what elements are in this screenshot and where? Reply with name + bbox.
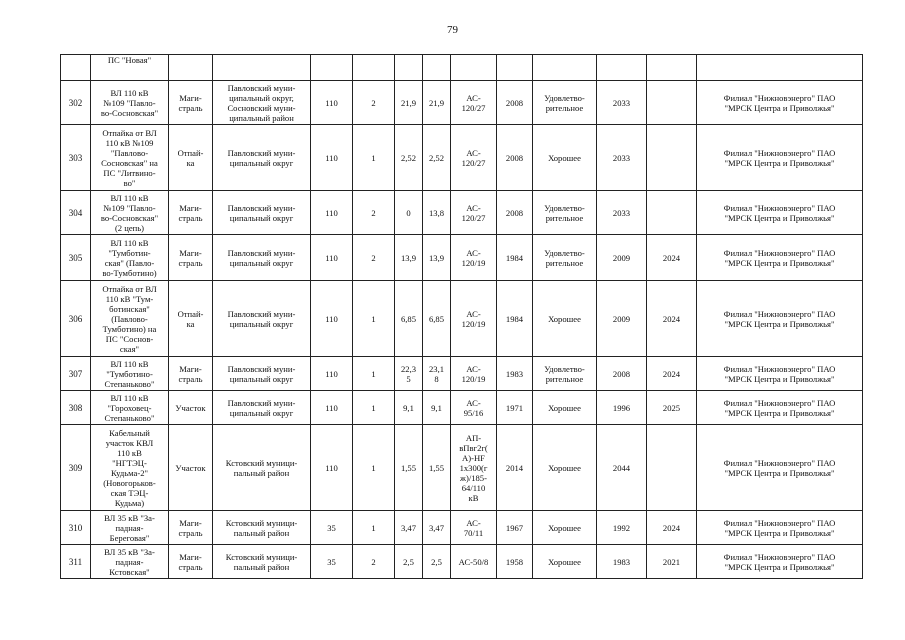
owner: Филиал "Нижновэнерго" ПАО "МРСК Центра и Приволжья" — [697, 391, 863, 425]
year-1: 2009 — [597, 235, 647, 281]
year-1: 2044 — [597, 425, 647, 511]
year-2 — [647, 125, 697, 191]
year-2: 2024 — [647, 235, 697, 281]
year-built — [497, 55, 533, 81]
section-type — [169, 55, 213, 81]
condition: Хорошее — [533, 545, 597, 579]
owner: Филиал "Нижновэнерго" ПАО "МРСК Центра и Приволжья" — [697, 281, 863, 357]
length-2 — [423, 55, 451, 81]
year-1: 2033 — [597, 81, 647, 125]
section-type: Участок — [169, 391, 213, 425]
length-2: 13,8 — [423, 191, 451, 235]
voltage — [311, 55, 353, 81]
section-type: Отпай- ка — [169, 281, 213, 357]
owner: Филиал "Нижновэнерго" ПАО "МРСК Центра и Приволжья" — [697, 235, 863, 281]
wire-brand: АС- 120/19 — [451, 281, 497, 357]
line-name: ВЛ 110 кВ "Гороховец- Степаньково" — [91, 391, 169, 425]
length-2: 23,1 8 — [423, 357, 451, 391]
circuits: 2 — [353, 235, 395, 281]
wire-brand: АС- 120/19 — [451, 357, 497, 391]
length-2: 9,1 — [423, 391, 451, 425]
section-type: Маги- страль — [169, 235, 213, 281]
year-built: 1984 — [497, 235, 533, 281]
length-2: 1,55 — [423, 425, 451, 511]
voltage: 110 — [311, 235, 353, 281]
row-number: 308 — [61, 391, 91, 425]
condition: Хорошее — [533, 511, 597, 545]
district — [213, 55, 311, 81]
year-built: 1971 — [497, 391, 533, 425]
circuits — [353, 55, 395, 81]
length-1: 6,85 — [395, 281, 423, 357]
section-type: Участок — [169, 425, 213, 511]
year-1: 2033 — [597, 191, 647, 235]
length-1: 2,52 — [395, 125, 423, 191]
line-name: ВЛ 35 кВ "За- падная- Береговая" — [91, 511, 169, 545]
wire-brand: АС- 120/27 — [451, 81, 497, 125]
district: Павловский муни- ципальный округ — [213, 281, 311, 357]
length-1: 0 — [395, 191, 423, 235]
wire-brand: АС- 120/27 — [451, 191, 497, 235]
circuits: 1 — [353, 425, 395, 511]
condition: Хорошее — [533, 391, 597, 425]
table-row — [61, 281, 863, 357]
voltage: 110 — [311, 81, 353, 125]
condition: Удовлетво- рительное — [533, 357, 597, 391]
district: Павловский муни- ципальный округ — [213, 357, 311, 391]
district: Павловский муни- ципальный округ — [213, 391, 311, 425]
condition: Удовлетво- рительное — [533, 81, 597, 125]
year-built: 2014 — [497, 425, 533, 511]
year-2: 2024 — [647, 281, 697, 357]
year-built: 1984 — [497, 281, 533, 357]
year-1: 1992 — [597, 511, 647, 545]
length-1: 22,3 5 — [395, 357, 423, 391]
condition: Удовлетво- рительное — [533, 235, 597, 281]
row-number — [61, 55, 91, 81]
year-2: 2025 — [647, 391, 697, 425]
row-number: 309 — [61, 425, 91, 511]
table-row — [61, 125, 863, 191]
condition: Хорошее — [533, 125, 597, 191]
year-built: 2008 — [497, 125, 533, 191]
year-2 — [647, 55, 697, 81]
year-built: 2008 — [497, 191, 533, 235]
owner: Филиал "Нижновэнерго" ПАО "МРСК Центра и Приволжья" — [697, 125, 863, 191]
condition — [533, 55, 597, 81]
section-type: Маги- страль — [169, 191, 213, 235]
voltage: 110 — [311, 425, 353, 511]
length-1: 21,9 — [395, 81, 423, 125]
year-2 — [647, 191, 697, 235]
row-number: 310 — [61, 511, 91, 545]
voltage: 110 — [311, 357, 353, 391]
line-name: ВЛ 110 кВ "Тумботино- Степаньково" — [91, 357, 169, 391]
wire-brand: АС- 95/16 — [451, 391, 497, 425]
condition: Хорошее — [533, 281, 597, 357]
circuits: 2 — [353, 545, 395, 579]
year-built: 1983 — [497, 357, 533, 391]
line-name: Отпайка от ВЛ 110 кВ №109 "Павлово- Сосновская" на ПС "Литвино- во" — [91, 125, 169, 191]
district: Павловский муни- ципальный округ — [213, 235, 311, 281]
voltage: 35 — [311, 511, 353, 545]
length-1: 2,5 — [395, 545, 423, 579]
owner: Филиал "Нижновэнерго" ПАО "МРСК Центра и Приволжья" — [697, 191, 863, 235]
section-type: Маги- страль — [169, 357, 213, 391]
line-name: ПС "Новая" — [91, 55, 169, 81]
year-1: 2008 — [597, 357, 647, 391]
owner: Филиал "Нижновэнерго" ПАО "МРСК Центра и Приволжья" — [697, 545, 863, 579]
line-name: Кабельный участок КВЛ 110 кВ "НГТЭЦ- Кудьма-2" (Новогорьков- ская ТЭЦ- Кудьма) — [91, 425, 169, 511]
district: Павловский муни- ципальный округ — [213, 125, 311, 191]
page-number: 79 — [447, 24, 458, 36]
length-2: 2,5 — [423, 545, 451, 579]
circuits: 2 — [353, 191, 395, 235]
line-name: ВЛ 110 кВ №109 "Павло- во-Сосновская" — [91, 81, 169, 125]
row-number: 303 — [61, 125, 91, 191]
line-name: ВЛ 110 кВ "Тумботин- ская" (Павло- во-Тумботино) — [91, 235, 169, 281]
row-number: 302 — [61, 81, 91, 125]
condition: Удовлетво- рительное — [533, 191, 597, 235]
district: Кстовский муници- пальный район — [213, 511, 311, 545]
owner: Филиал "Нижновэнерго" ПАО "МРСК Центра и Приволжья" — [697, 81, 863, 125]
circuits: 1 — [353, 125, 395, 191]
circuits: 1 — [353, 391, 395, 425]
line-name: ВЛ 35 кВ "За- падная- Кстовская" — [91, 545, 169, 579]
row-number: 304 — [61, 191, 91, 235]
length-2: 3,47 — [423, 511, 451, 545]
year-built: 1967 — [497, 511, 533, 545]
line-name: Отпайка от ВЛ 110 кВ "Тум- ботинская" (Павлово- Тумботино) на ПС "Соснов- ская" — [91, 281, 169, 357]
voltage: 110 — [311, 125, 353, 191]
circuits: 1 — [353, 281, 395, 357]
wire-brand — [451, 55, 497, 81]
length-2: 13,9 — [423, 235, 451, 281]
table-row — [61, 191, 863, 235]
year-1 — [597, 55, 647, 81]
row-number: 306 — [61, 281, 91, 357]
row-number: 307 — [61, 357, 91, 391]
year-2 — [647, 425, 697, 511]
district: Павловский муни- ципальный округ, Сосновский муни- ципальный район — [213, 81, 311, 125]
table-row — [61, 235, 863, 281]
length-1 — [395, 55, 423, 81]
length-1: 3,47 — [395, 511, 423, 545]
table-row — [61, 511, 863, 545]
condition: Хорошее — [533, 425, 597, 511]
year-2: 2021 — [647, 545, 697, 579]
wire-brand: АС-50/8 — [451, 545, 497, 579]
district: Кстовский муници- пальный район — [213, 425, 311, 511]
circuits: 2 — [353, 81, 395, 125]
year-2 — [647, 81, 697, 125]
owner: Филиал "Нижновэнерго" ПАО "МРСК Центра и Приволжья" — [697, 357, 863, 391]
section-type: Маги- страль — [169, 81, 213, 125]
length-1: 13,9 — [395, 235, 423, 281]
year-1: 2009 — [597, 281, 647, 357]
wire-brand: АС- 70/11 — [451, 511, 497, 545]
wire-brand: АП- вПвг2г( А)-НF 1х300(г ж)/185- 64/110 кВ — [451, 425, 497, 511]
district: Павловский муни- ципальный округ — [213, 191, 311, 235]
table-row — [61, 391, 863, 425]
length-2: 2,52 — [423, 125, 451, 191]
table-row — [61, 55, 863, 81]
owner: Филиал "Нижновэнерго" ПАО "МРСК Центра и Приволжья" — [697, 425, 863, 511]
row-number: 311 — [61, 545, 91, 579]
owner — [697, 55, 863, 81]
table-row — [61, 357, 863, 391]
wire-brand: АС- 120/19 — [451, 235, 497, 281]
length-2: 21,9 — [423, 81, 451, 125]
owner: Филиал "Нижновэнерго" ПАО "МРСК Центра и Приволжья" — [697, 511, 863, 545]
year-built: 1958 — [497, 545, 533, 579]
year-2: 2024 — [647, 357, 697, 391]
table-row — [61, 81, 863, 125]
length-2: 6,85 — [423, 281, 451, 357]
district: Кстовский муници- пальный район — [213, 545, 311, 579]
wire-brand: АС- 120/27 — [451, 125, 497, 191]
year-built: 2008 — [497, 81, 533, 125]
table-row — [61, 425, 863, 511]
row-number: 305 — [61, 235, 91, 281]
circuits: 1 — [353, 357, 395, 391]
section-type: Маги- страль — [169, 511, 213, 545]
voltage: 110 — [311, 391, 353, 425]
line-name: ВЛ 110 кВ №109 "Павло- во-Сосновская" (2 цепь) — [91, 191, 169, 235]
year-2: 2024 — [647, 511, 697, 545]
length-1: 1,55 — [395, 425, 423, 511]
year-1: 2033 — [597, 125, 647, 191]
voltage: 110 — [311, 191, 353, 235]
year-1: 1983 — [597, 545, 647, 579]
year-1: 1996 — [597, 391, 647, 425]
section-type: Маги- страль — [169, 545, 213, 579]
voltage: 110 — [311, 281, 353, 357]
voltage: 35 — [311, 545, 353, 579]
section-type: Отпай- ка — [169, 125, 213, 191]
length-1: 9,1 — [395, 391, 423, 425]
circuits: 1 — [353, 511, 395, 545]
power-lines-table — [60, 54, 863, 579]
table-row — [61, 545, 863, 579]
